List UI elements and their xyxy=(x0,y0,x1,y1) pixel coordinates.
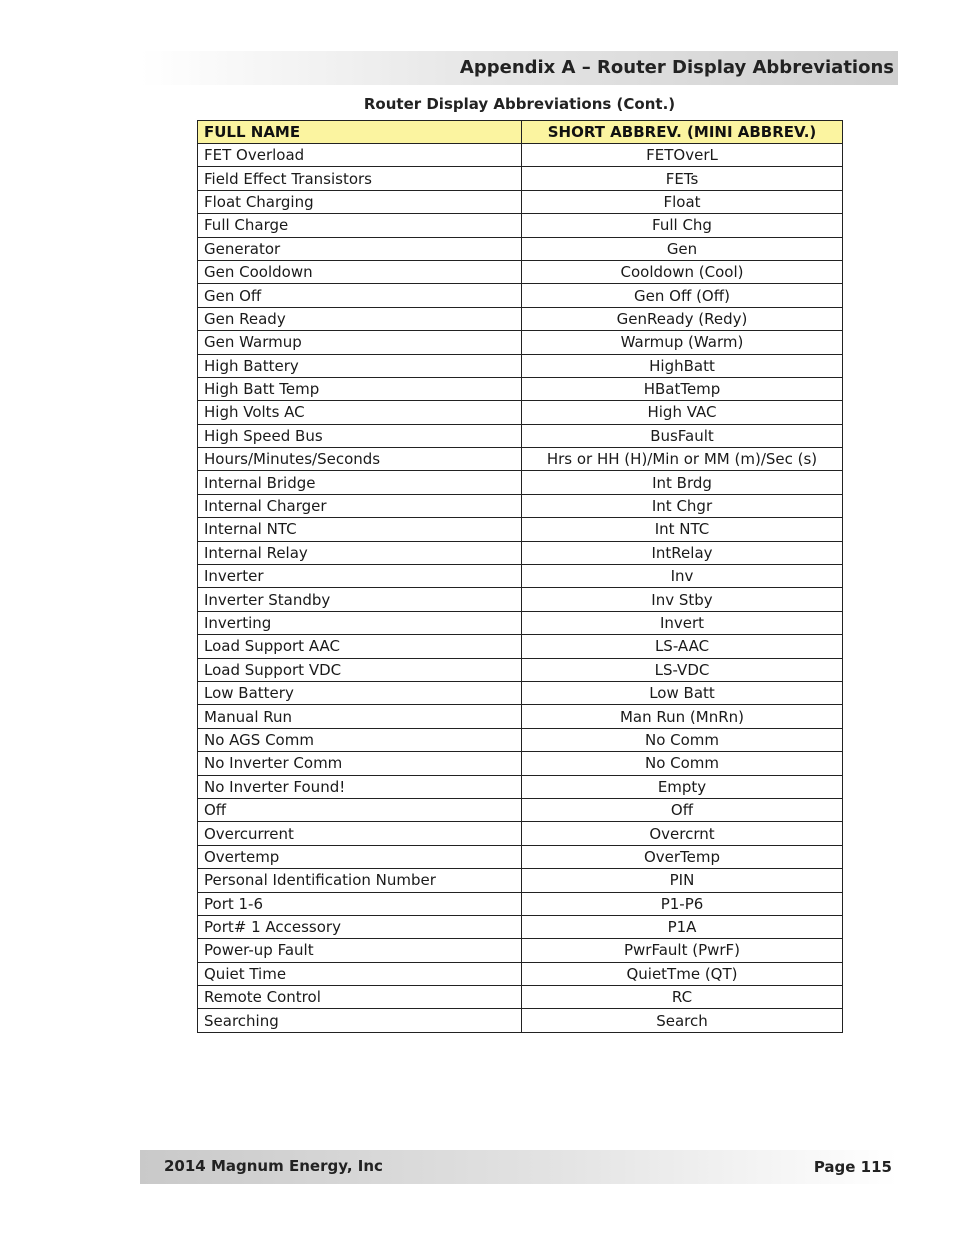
full-name-cell: High Batt Temp xyxy=(198,377,522,400)
abbrev-cell: Int Brdg xyxy=(522,471,843,494)
full-name-cell: No Inverter Comm xyxy=(198,752,522,775)
abbrev-cell: Int NTC xyxy=(522,518,843,541)
full-name-cell: Port# 1 Accessory xyxy=(198,915,522,938)
table-row xyxy=(198,939,843,962)
full-name-cell: Load Support AAC xyxy=(198,635,522,658)
table-body xyxy=(198,144,843,1033)
footer-company: 2014 Magnum Energy, Inc xyxy=(164,1157,383,1175)
abbrev-cell: GenReady (Redy) xyxy=(522,307,843,330)
full-name-cell: Gen Warmup xyxy=(198,331,522,354)
table-row xyxy=(198,845,843,868)
full-name-cell: Searching xyxy=(198,1009,522,1032)
column-header-full-name: FULL NAME xyxy=(198,121,522,144)
table-row xyxy=(198,681,843,704)
full-name-cell: High Battery xyxy=(198,354,522,377)
table-row xyxy=(198,775,843,798)
abbrev-cell: Full Chg xyxy=(522,214,843,237)
table-row xyxy=(198,331,843,354)
table-row xyxy=(198,962,843,985)
abbrev-cell: RC xyxy=(522,986,843,1009)
abbrev-cell: PwrFault (PwrF) xyxy=(522,939,843,962)
table-row xyxy=(198,471,843,494)
page-footer-bar xyxy=(140,1150,898,1184)
abbrev-cell: LS-VDC xyxy=(522,658,843,681)
abbrev-cell: No Comm xyxy=(522,752,843,775)
column-header-short-abbrev: SHORT ABBREV. (MINI ABBREV.) xyxy=(522,121,843,144)
table-row xyxy=(198,658,843,681)
table-row xyxy=(198,144,843,167)
full-name-cell: Overtemp xyxy=(198,845,522,868)
abbrev-cell: High VAC xyxy=(522,401,843,424)
table-row xyxy=(198,260,843,283)
table-row xyxy=(198,167,843,190)
abbrev-cell: LS-AAC xyxy=(522,635,843,658)
full-name-cell: Remote Control xyxy=(198,986,522,1009)
abbrev-cell: Man Run (MnRn) xyxy=(522,705,843,728)
full-name-cell: No Inverter Found! xyxy=(198,775,522,798)
table-row xyxy=(198,284,843,307)
abbrev-cell: Gen Off (Off) xyxy=(522,284,843,307)
abbrev-cell: HBatTemp xyxy=(522,377,843,400)
full-name-cell: Low Battery xyxy=(198,681,522,704)
table-row xyxy=(198,892,843,915)
abbrev-cell: Off xyxy=(522,798,843,821)
table-row xyxy=(198,424,843,447)
table-header-row xyxy=(198,121,843,144)
table-row xyxy=(198,214,843,237)
full-name-cell: Full Charge xyxy=(198,214,522,237)
abbrev-cell: Float xyxy=(522,190,843,213)
full-name-cell: Power-up Fault xyxy=(198,939,522,962)
abbrev-cell: FETOverL xyxy=(522,144,843,167)
table-row xyxy=(198,588,843,611)
page-header-title: Appendix A – Router Display Abbreviations xyxy=(459,57,894,78)
table-row xyxy=(198,494,843,517)
full-name-cell: Gen Cooldown xyxy=(198,260,522,283)
full-name-cell: High Speed Bus xyxy=(198,424,522,447)
full-name-cell: Float Charging xyxy=(198,190,522,213)
table-row xyxy=(198,565,843,588)
table-row xyxy=(198,307,843,330)
table-row xyxy=(198,752,843,775)
full-name-cell: Quiet Time xyxy=(198,962,522,985)
full-name-cell: Off xyxy=(198,798,522,821)
abbrev-cell: HighBatt xyxy=(522,354,843,377)
abbrev-cell: Int Chgr xyxy=(522,494,843,517)
table-row xyxy=(198,869,843,892)
table-row xyxy=(198,705,843,728)
table-row xyxy=(198,611,843,634)
table-row xyxy=(198,1009,843,1032)
full-name-cell: FET Overload xyxy=(198,144,522,167)
full-name-cell: Field Effect Transistors xyxy=(198,167,522,190)
abbrev-cell: IntRelay xyxy=(522,541,843,564)
abbrev-cell: BusFault xyxy=(522,424,843,447)
abbrev-cell: FETs xyxy=(522,167,843,190)
abbrev-cell: PIN xyxy=(522,869,843,892)
full-name-cell: Internal NTC xyxy=(198,518,522,541)
table-row xyxy=(198,541,843,564)
abbrev-cell: P1-P6 xyxy=(522,892,843,915)
full-name-cell: Overcurrent xyxy=(198,822,522,845)
abbrev-cell: P1A xyxy=(522,915,843,938)
table-row xyxy=(198,986,843,1009)
abbrev-cell: OverTemp xyxy=(522,845,843,868)
abbrev-cell: Inv xyxy=(522,565,843,588)
abbrev-cell: Empty xyxy=(522,775,843,798)
full-name-cell: Internal Relay xyxy=(198,541,522,564)
full-name-cell: Generator xyxy=(198,237,522,260)
full-name-cell: Manual Run xyxy=(198,705,522,728)
full-name-cell: Port 1-6 xyxy=(198,892,522,915)
table-row xyxy=(198,448,843,471)
table-row xyxy=(198,728,843,751)
page-header-bar xyxy=(140,51,898,85)
abbrev-cell: Cooldown (Cool) xyxy=(522,260,843,283)
table-row xyxy=(198,354,843,377)
table-row xyxy=(198,377,843,400)
abbrev-cell: Invert xyxy=(522,611,843,634)
full-name-cell: Load Support VDC xyxy=(198,658,522,681)
table-row xyxy=(198,635,843,658)
table-row xyxy=(198,401,843,424)
table-row xyxy=(198,190,843,213)
abbrev-cell: Search xyxy=(522,1009,843,1032)
abbrev-cell: No Comm xyxy=(522,728,843,751)
abbrev-cell: QuietTme (QT) xyxy=(522,962,843,985)
full-name-cell: Internal Charger xyxy=(198,494,522,517)
table-row xyxy=(198,798,843,821)
full-name-cell: Internal Bridge xyxy=(198,471,522,494)
abbrev-cell: Warmup (Warm) xyxy=(522,331,843,354)
full-name-cell: Inverter Standby xyxy=(198,588,522,611)
table-caption: Router Display Abbreviations (Cont.) xyxy=(363,95,676,113)
abbrev-cell: Gen xyxy=(522,237,843,260)
table-row xyxy=(198,915,843,938)
footer-page-number: Page 115 xyxy=(813,1158,892,1176)
abbrev-cell: Inv Stby xyxy=(522,588,843,611)
full-name-cell: Gen Ready xyxy=(198,307,522,330)
abbrev-cell: Hrs or HH (H)/Min or MM (m)/Sec (s) xyxy=(522,448,843,471)
full-name-cell: Inverter xyxy=(198,565,522,588)
table-row xyxy=(198,518,843,541)
full-name-cell: Hours/Minutes/Seconds xyxy=(198,448,522,471)
abbrev-cell: Low Batt xyxy=(522,681,843,704)
abbreviations-table xyxy=(197,120,843,1033)
full-name-cell: Gen Off xyxy=(198,284,522,307)
abbrev-cell: Overcrnt xyxy=(522,822,843,845)
full-name-cell: Inverting xyxy=(198,611,522,634)
full-name-cell: No AGS Comm xyxy=(198,728,522,751)
table-row xyxy=(198,237,843,260)
full-name-cell: Personal Identification Number xyxy=(198,869,522,892)
table-row xyxy=(198,822,843,845)
full-name-cell: High Volts AC xyxy=(198,401,522,424)
